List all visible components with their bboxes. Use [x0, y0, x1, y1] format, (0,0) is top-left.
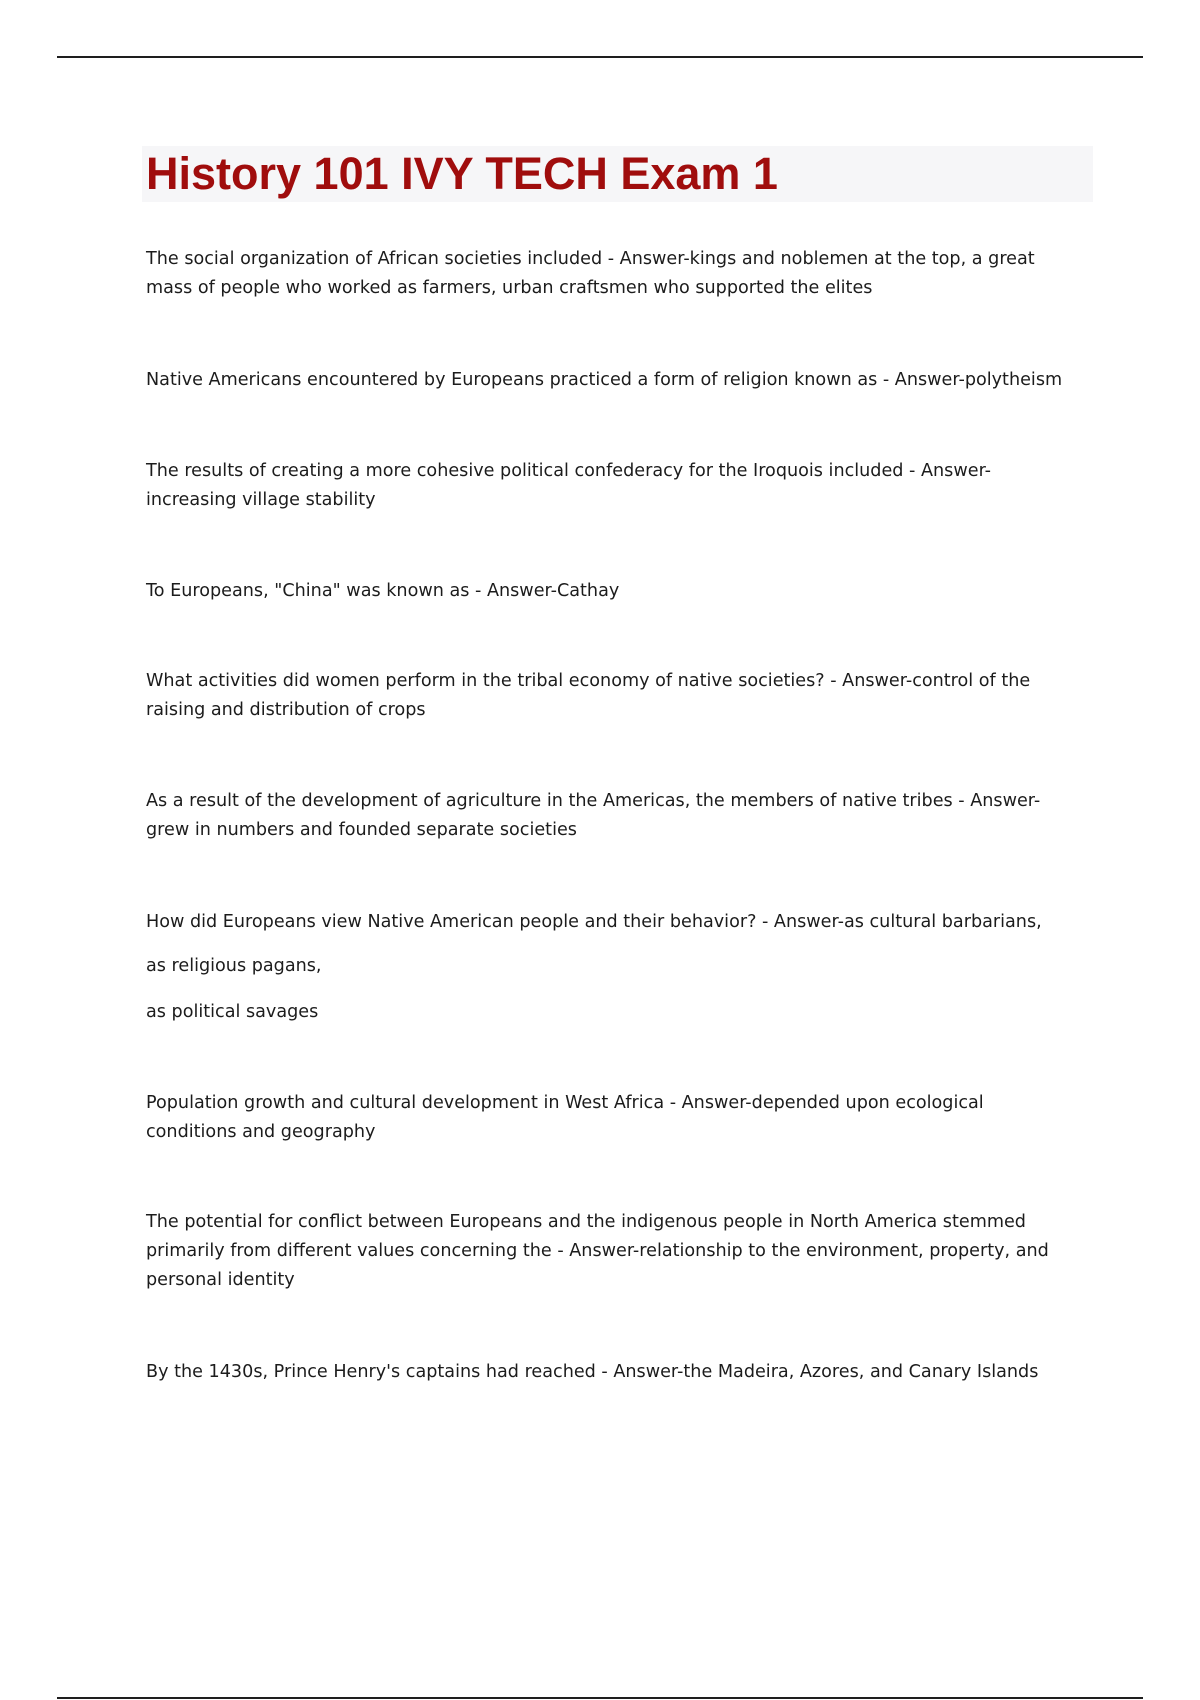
qa-line: The potential for conflict between Europeans and the indigenous people in North America stemmed — [146, 1212, 1026, 1232]
qa-line: Native Americans encountered by Europeans practiced a form of religion known as - Answer-polytheism — [146, 370, 1063, 390]
qa-line: as political savages — [146, 1002, 319, 1022]
qa-item — [146, 787, 1096, 845]
qa-item — [146, 577, 1096, 606]
qa-line: primarily from different values concerning the - Answer-relationship to the environment, property, and — [146, 1241, 1049, 1261]
qa-item — [146, 998, 1096, 1027]
top-rule — [57, 56, 1143, 58]
qa-item — [146, 667, 1096, 725]
qa-line: What activities did women perform in the tribal economy of native societies? - Answer-control of the — [146, 671, 1031, 691]
qa-item — [146, 1208, 1096, 1295]
qa-line: raising and distribution of crops — [146, 700, 426, 720]
bottom-rule — [57, 1697, 1143, 1699]
qa-line: The social organization of African societies included - Answer-kings and noblemen at the top, a great — [146, 249, 1035, 269]
qa-item — [146, 457, 1096, 515]
qa-line: To Europeans, "China" was known as - Answer-Cathay — [146, 581, 620, 601]
qa-line: mass of people who worked as farmers, urban craftsmen who supported the elites — [146, 278, 873, 298]
qa-line: conditions and geography — [146, 1122, 376, 1142]
qa-item — [146, 366, 1096, 395]
qa-line: By the 1430s, Prince Henry's captains had reached - Answer-the Madeira, Azores, and Canary Islands — [146, 1362, 1039, 1382]
qa-line: Population growth and cultural development in West Africa - Answer-depended upon ecological — [146, 1093, 984, 1113]
qa-item — [146, 908, 1096, 937]
qa-item — [146, 245, 1096, 303]
qa-line: The results of creating a more cohesive political confederacy for the Iroquois included - Answer- — [146, 461, 992, 481]
qa-line: increasing village stability — [146, 490, 376, 510]
qa-item — [146, 952, 1096, 981]
qa-line: How did Europeans view Native American people and their behavior? - Answer-as cultural barbarians, — [146, 912, 1042, 932]
qa-line: grew in numbers and founded separate societies — [146, 820, 577, 840]
qa-item — [146, 1089, 1096, 1147]
qa-line: as religious pagans, — [146, 956, 322, 976]
qa-line: As a result of the development of agriculture in the Americas, the members of native tribes - Answer- — [146, 791, 1041, 811]
qa-item — [146, 1358, 1096, 1387]
document-title: History 101 IVY TECH Exam 1 — [146, 148, 778, 199]
qa-line: personal identity — [146, 1270, 295, 1290]
